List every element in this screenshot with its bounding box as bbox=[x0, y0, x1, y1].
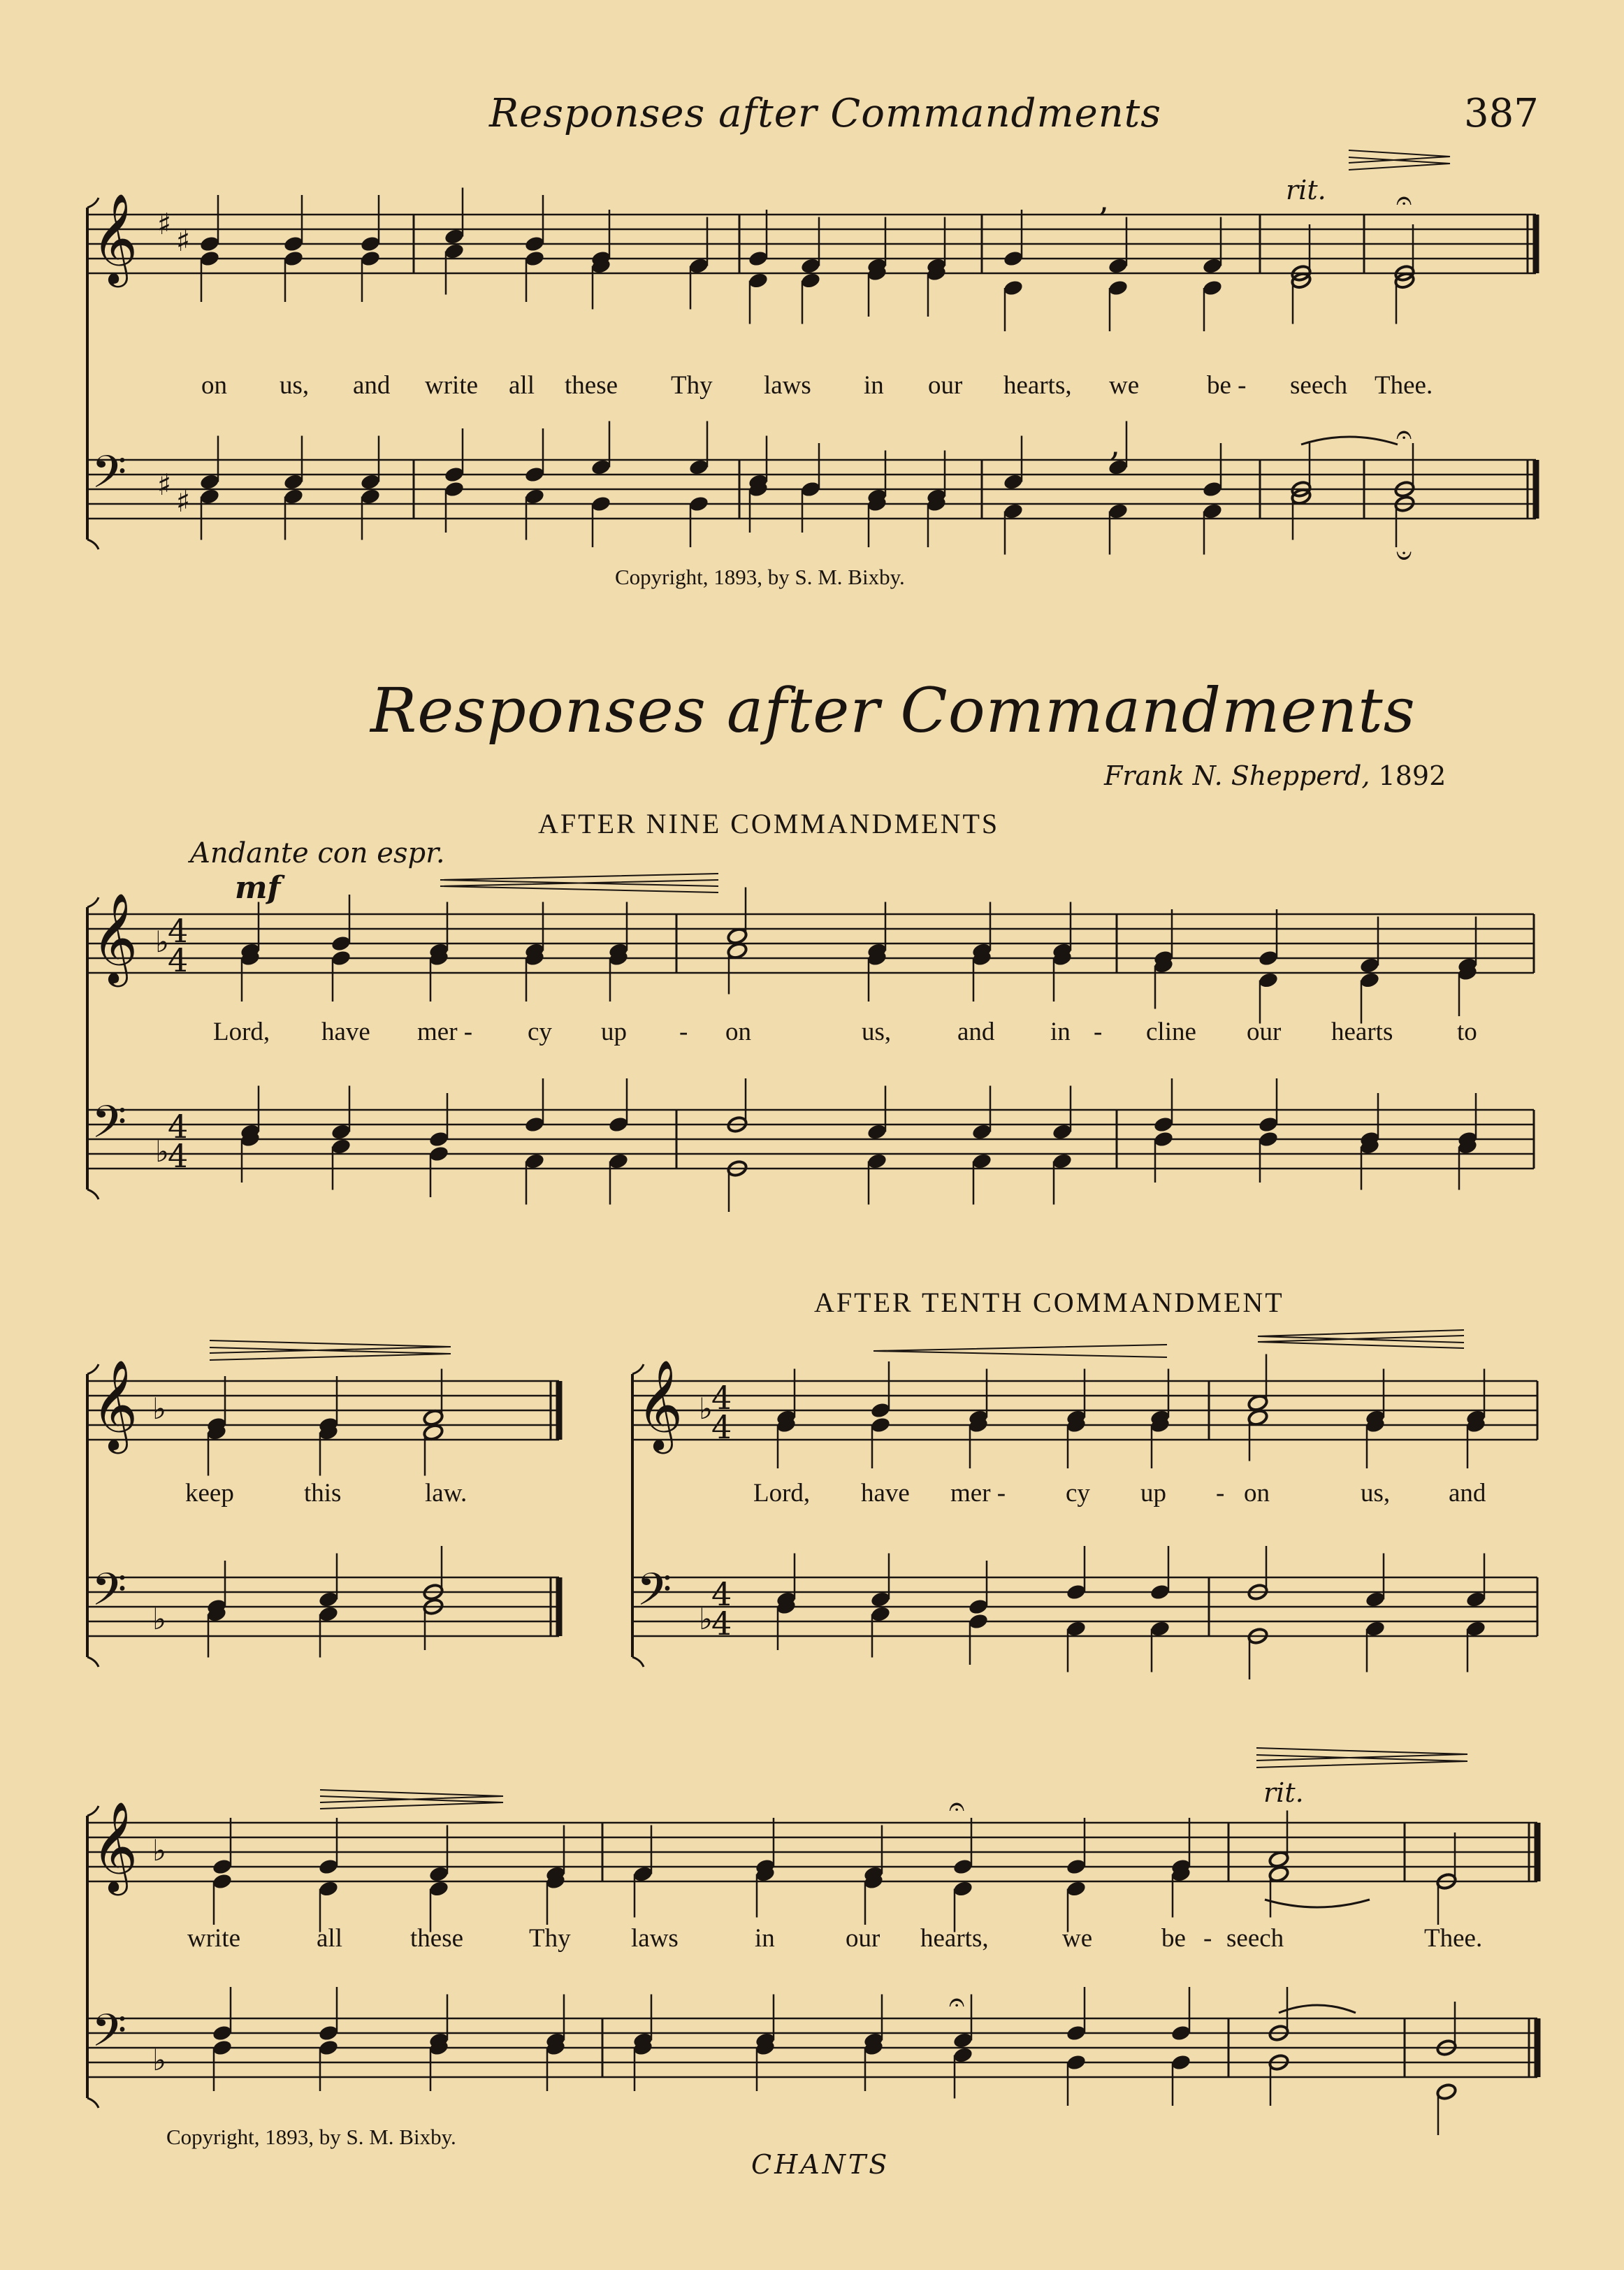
tenth-lyric-syllable: be bbox=[1161, 1924, 1186, 1953]
top-treble-notehead bbox=[360, 235, 382, 253]
nine-lyric-syllable: have bbox=[321, 1018, 370, 1046]
top-bass-notehead bbox=[283, 488, 305, 506]
tenth-end-bass-notehead bbox=[952, 2046, 974, 2065]
top-bass-notehead bbox=[360, 488, 382, 506]
tenth-end-bass-clef-icon: 𝄢 bbox=[92, 2005, 127, 2068]
top-lyric-syllable: these bbox=[565, 371, 618, 400]
tenth-end-treble-notehead bbox=[212, 1872, 233, 1891]
top-treble-notehead bbox=[283, 250, 305, 268]
nine-bass-notehead bbox=[608, 1115, 630, 1134]
nine-treble-notehead bbox=[1258, 949, 1279, 967]
top-treble-notehead bbox=[748, 250, 769, 268]
nine-end-treble-clef-icon: 𝄞 bbox=[92, 1359, 138, 1450]
tenth-bass-notehead bbox=[1066, 1620, 1087, 1638]
top-bass-notehead bbox=[360, 473, 382, 491]
tenth-treble-tie bbox=[1265, 1900, 1370, 1907]
top-lyric-syllable: laws bbox=[764, 371, 811, 400]
top-bass-notehead bbox=[1202, 480, 1224, 498]
tenth-end-bass-notehead bbox=[1170, 2024, 1192, 2042]
nine-lyric-syllable: on bbox=[725, 1018, 751, 1046]
top-bass-notehead bbox=[800, 480, 822, 498]
top-treble-notehead bbox=[360, 250, 382, 268]
top-treble-notehead bbox=[800, 257, 822, 275]
top-lyric-syllable: Thee. bbox=[1375, 371, 1433, 400]
nine-lyric-syllable: Lord, bbox=[213, 1018, 270, 1046]
tenth-end-bass-notehead bbox=[1170, 2053, 1192, 2072]
top-bass-notehead bbox=[444, 465, 465, 484]
top-bass-notehead bbox=[1202, 503, 1224, 521]
tenth-bass-tie bbox=[1279, 2005, 1356, 2013]
top-bass-notehead bbox=[199, 488, 221, 506]
nine-lyric-syllable: this bbox=[304, 1479, 342, 1508]
tenth-fermata-icon: 𝄐 bbox=[949, 1791, 965, 1823]
nine-end-key-signature-icon: ♭ bbox=[152, 1391, 166, 1426]
nine-bass-notehead bbox=[331, 1123, 352, 1141]
tenth-end-bass-notehead bbox=[212, 2024, 233, 2042]
nine-bass-notehead bbox=[1258, 1130, 1279, 1148]
top-treble-notehead bbox=[199, 250, 221, 268]
top-treble-notehead bbox=[444, 228, 465, 246]
tenth-rit-marking: rit. bbox=[1263, 1777, 1304, 1808]
crescendo-hairpin bbox=[440, 874, 718, 886]
top-lyric-syllable: all bbox=[509, 371, 535, 400]
top-key-signature-icon: ♯ bbox=[157, 468, 172, 502]
tenth-lyric-syllable: have bbox=[861, 1479, 910, 1508]
top-bass-tie bbox=[1301, 437, 1398, 444]
nine-end-bass-clef-icon: 𝄢 bbox=[92, 1564, 127, 1627]
top-key-signature-icon: ♯ bbox=[176, 484, 191, 519]
tenth-end-key-signature-icon: ♭ bbox=[152, 1833, 166, 1867]
top-rit-marking: rit. bbox=[1286, 175, 1326, 205]
top-treble-notehead bbox=[1108, 279, 1129, 297]
section-heading-nine: AFTER NINE COMMANDMENTS bbox=[538, 808, 1000, 839]
nine-end-treble-notehead bbox=[423, 1409, 444, 1427]
tenth-end-treble-notehead bbox=[428, 1865, 450, 1884]
top-treble-notehead bbox=[688, 257, 710, 275]
tenth-lyric-syllable: our bbox=[846, 1924, 880, 1953]
nine-bass-notehead bbox=[608, 1152, 630, 1171]
tenth-bass-notehead bbox=[968, 1598, 989, 1616]
tenth-end-bracket-hook-bottom bbox=[87, 2098, 99, 2108]
crescendo-hairpin bbox=[873, 1345, 1167, 1357]
nine-time-signature-denominator: 4 bbox=[168, 941, 189, 979]
top-bracket-hook-bottom bbox=[87, 540, 99, 549]
tenth-bass-notehead bbox=[1150, 1620, 1171, 1638]
tenth-end-treble-notehead bbox=[1066, 1858, 1087, 1876]
top-breath-mark: , bbox=[1099, 180, 1110, 219]
tenth-end-treble-notehead bbox=[632, 1865, 654, 1884]
nine-lyric-syllable: us, bbox=[862, 1018, 892, 1046]
tenth-treble-notehead bbox=[870, 1401, 892, 1419]
top-lyric-syllable: us, bbox=[280, 371, 310, 400]
tenth-lyric-syllable: - bbox=[1203, 1924, 1212, 1953]
top-bass-notehead bbox=[524, 488, 546, 506]
tenth-bass-clef-icon: 𝄢 bbox=[637, 1564, 672, 1627]
tenth-end-treble-notehead bbox=[1268, 1851, 1290, 1869]
nine-end-bass-notehead bbox=[318, 1605, 340, 1624]
tenth-lyric-syllable: these bbox=[410, 1924, 464, 1953]
footer-chants: CHANTS bbox=[751, 2149, 890, 2180]
nine-treble-notehead bbox=[1359, 957, 1381, 975]
nine-end-key-signature-icon: ♭ bbox=[152, 1602, 166, 1636]
nine-bass-notehead bbox=[971, 1152, 993, 1171]
tenth-bass-notehead bbox=[1365, 1591, 1386, 1609]
top-treble-notehead bbox=[524, 250, 546, 268]
nine-lyric-syllable: - bbox=[1094, 1018, 1103, 1046]
nine-time-signature-numerator: 4 bbox=[168, 1108, 189, 1145]
top-lyric-syllable: our bbox=[928, 371, 963, 400]
tenth-bass-notehead bbox=[968, 1612, 989, 1631]
top-bass-notehead bbox=[444, 480, 465, 498]
top-key-signature-icon: ♯ bbox=[176, 224, 191, 258]
tenth-lyric-syllable: cy bbox=[1066, 1479, 1090, 1508]
tenth-bass-notehead bbox=[1465, 1620, 1487, 1638]
nine-lyric-syllable: cline bbox=[1146, 1018, 1196, 1046]
nine-treble-notehead bbox=[331, 949, 352, 967]
nine-lyric-syllable: hearts bbox=[1331, 1018, 1393, 1046]
nine-treble-notehead bbox=[1258, 971, 1279, 990]
tenth-lyric-syllable: - bbox=[1216, 1479, 1225, 1508]
nine-end-treble-notehead bbox=[423, 1424, 444, 1442]
nine-bass-notehead bbox=[524, 1115, 546, 1134]
nine-bass-notehead bbox=[1153, 1115, 1175, 1134]
tenth-bass-notehead bbox=[1066, 1583, 1087, 1601]
top-lyric-syllable: in bbox=[864, 371, 884, 400]
dynamic-marking: mf bbox=[235, 870, 281, 906]
top-bass-notehead bbox=[524, 465, 546, 484]
tempo-marking: Andante con espr. bbox=[190, 837, 445, 869]
nine-treble-notehead bbox=[1359, 971, 1381, 990]
nine-lyric-syllable: and bbox=[957, 1018, 995, 1046]
top-lyric-syllable: write bbox=[425, 371, 479, 400]
tenth-end-treble-notehead bbox=[428, 1880, 450, 1898]
tenth-bass-notehead bbox=[1465, 1591, 1487, 1609]
tenth-lyric-syllable: seech bbox=[1226, 1924, 1284, 1953]
section-heading-tenth: AFTER TENTH COMMANDMENT bbox=[814, 1287, 1284, 1318]
top-treble-notehead bbox=[1202, 257, 1224, 275]
tenth-lyric-syllable: Thy bbox=[529, 1924, 571, 1953]
tenth-lyric-syllable: hearts, bbox=[920, 1924, 989, 1953]
top-lyric-syllable: on bbox=[201, 371, 227, 400]
nine-bass-notehead bbox=[1052, 1152, 1073, 1171]
tenth-time-signature-denominator: 4 bbox=[711, 1408, 732, 1446]
top-bass-notehead bbox=[688, 458, 710, 477]
decrescendo-hairpin bbox=[320, 1796, 503, 1809]
top-key-signature-icon: ♯ bbox=[157, 207, 172, 241]
top-bass-notehead bbox=[1108, 503, 1129, 521]
nine-bass-notehead bbox=[331, 1138, 352, 1156]
top-lyric-syllable: Thy bbox=[671, 371, 713, 400]
nine-key-signature-icon: ♭ bbox=[155, 1134, 169, 1169]
tenth-lyric-syllable: mer - bbox=[950, 1479, 1006, 1508]
composer-credit bbox=[1104, 760, 1446, 791]
tenth-bracket-hook-bottom bbox=[632, 1657, 644, 1667]
top-treble-notehead bbox=[1003, 250, 1024, 268]
nine-treble-notehead bbox=[727, 942, 748, 960]
tenth-time-signature-numerator: 4 bbox=[711, 1575, 732, 1613]
nine-bass-notehead bbox=[428, 1130, 450, 1148]
tenth-key-signature-icon: ♭ bbox=[699, 1391, 713, 1426]
top-treble-notehead bbox=[524, 235, 546, 253]
top-treble-notehead bbox=[800, 272, 822, 290]
top-bass-clef-icon: 𝄢 bbox=[92, 447, 127, 509]
nine-bass-notehead bbox=[867, 1152, 888, 1171]
tenth-time-signature-numerator: 4 bbox=[711, 1379, 732, 1417]
top-bass-fermata-icon: 𝄐 bbox=[1396, 419, 1412, 451]
tenth-end-treble-notehead bbox=[952, 1880, 974, 1898]
tenth-treble-notehead bbox=[870, 1416, 892, 1434]
top-bass-notehead bbox=[1003, 503, 1024, 521]
tenth-treble-notehead bbox=[1247, 1394, 1269, 1412]
nine-lyric-syllable: - bbox=[679, 1018, 688, 1046]
nine-bass-notehead bbox=[1258, 1115, 1279, 1134]
tenth-bass-notehead bbox=[870, 1605, 892, 1624]
top-lyric-syllable: be - bbox=[1207, 371, 1247, 400]
nine-end-bass-notehead bbox=[318, 1591, 340, 1609]
tenth-end-treble-notehead bbox=[952, 1858, 974, 1876]
crescendo-hairpin bbox=[440, 880, 718, 892]
tenth-key-signature-icon: ♭ bbox=[699, 1602, 713, 1636]
nine-lyric-syllable: up bbox=[601, 1018, 627, 1046]
tenth-end-bass-notehead bbox=[212, 2039, 233, 2057]
top-bass-notehead bbox=[283, 473, 305, 491]
tenth-end-treble-notehead bbox=[1066, 1880, 1087, 1898]
running-header-title: Responses after Commandments bbox=[489, 91, 1162, 136]
tenth-lyric-syllable: all bbox=[317, 1924, 342, 1953]
top-lyric-syllable: hearts, bbox=[1003, 371, 1072, 400]
top-treble-clef-icon: 𝄞 bbox=[92, 193, 138, 284]
tenth-end-treble-notehead bbox=[1268, 1865, 1290, 1884]
tenth-lyric-syllable: laws bbox=[631, 1924, 679, 1953]
nine-bass-notehead bbox=[1052, 1123, 1073, 1141]
tenth-bass-notehead bbox=[1365, 1620, 1386, 1638]
nine-lyric-syllable: mer - bbox=[417, 1018, 473, 1046]
tenth-treble-clef-icon: 𝄞 bbox=[637, 1359, 683, 1450]
tenth-time-signature-denominator: 4 bbox=[711, 1605, 732, 1642]
top-bass-notehead bbox=[688, 495, 710, 513]
tenth-treble-notehead bbox=[1247, 1409, 1269, 1427]
composer-name: Frank N. Shepperd, bbox=[1104, 760, 1370, 791]
top-bass-notehead bbox=[590, 458, 612, 477]
nine-bass-notehead bbox=[867, 1123, 888, 1141]
nine-bass-notehead bbox=[428, 1145, 450, 1163]
decrescendo-hairpin bbox=[320, 1790, 503, 1802]
top-treble-notehead bbox=[1003, 279, 1024, 297]
bottom-copyright: Copyright, 1893, by S. M. Bixby. bbox=[166, 2125, 456, 2149]
nine-treble-notehead bbox=[727, 927, 748, 946]
top-bass-notehead bbox=[1003, 473, 1024, 491]
tenth-end-bass-notehead bbox=[952, 2032, 974, 2050]
piece-title: Responses after Commandments bbox=[370, 674, 1416, 746]
page-number: 387 bbox=[1464, 91, 1539, 136]
nine-lyric-syllable: cy bbox=[528, 1018, 552, 1046]
tenth-end-key-signature-icon: ♭ bbox=[152, 2043, 166, 2077]
tenth-lyric-syllable: write bbox=[187, 1924, 241, 1953]
tenth-end-bass-notehead bbox=[1066, 2024, 1087, 2042]
nine-end-bracket-hook-bottom bbox=[87, 1657, 99, 1667]
top-treble-notehead bbox=[748, 272, 769, 290]
nine-lyric-syllable: to bbox=[1457, 1018, 1477, 1046]
nine-treble-notehead bbox=[331, 934, 352, 953]
tenth-end-bass-notehead bbox=[1066, 2053, 1087, 2072]
top-fermata-icon: 𝄐 bbox=[1396, 185, 1412, 217]
nine-bass-clef-icon: 𝄢 bbox=[92, 1097, 127, 1159]
tenth-lyric-syllable: and bbox=[1449, 1479, 1486, 1508]
tenth-end-bass-notehead bbox=[318, 2039, 340, 2057]
tenth-lyric-syllable: Lord, bbox=[753, 1479, 811, 1508]
top-treble-notehead bbox=[1202, 279, 1224, 297]
nine-lyric-syllable: in bbox=[1050, 1018, 1071, 1046]
tenth-lyric-syllable: on bbox=[1244, 1479, 1270, 1508]
nine-time-signature-denominator: 4 bbox=[168, 1137, 189, 1175]
top-lyric-syllable: we bbox=[1109, 371, 1140, 400]
top-copyright: Copyright, 1893, by S. M. Bixby. bbox=[615, 565, 905, 589]
nine-lyric-syllable: keep bbox=[185, 1479, 234, 1508]
tenth-lyric-syllable: Thee. bbox=[1424, 1924, 1483, 1953]
nine-bracket-hook-bottom bbox=[87, 1190, 99, 1199]
tenth-lyric-syllable: us, bbox=[1361, 1479, 1391, 1508]
tenth-end-bass-notehead bbox=[318, 2024, 340, 2042]
top-treble-notehead bbox=[283, 235, 305, 253]
nine-bass-notehead bbox=[524, 1152, 546, 1171]
top-lyric-syllable: and bbox=[353, 371, 391, 400]
nine-key-signature-icon: ♭ bbox=[155, 925, 169, 959]
tenth-bass-fermata-icon: 𝄐 bbox=[949, 1986, 965, 2018]
top-treble-notehead bbox=[199, 235, 221, 253]
nine-treble-clef-icon: 𝄞 bbox=[92, 892, 138, 983]
top-treble-notehead bbox=[444, 243, 465, 261]
nine-lyric-syllable: our bbox=[1247, 1018, 1282, 1046]
top-bass-breath-mark: , bbox=[1110, 425, 1121, 464]
tenth-lyric-syllable: we bbox=[1062, 1924, 1093, 1953]
top-bass-fermata-below-icon: 𝄑 bbox=[1396, 540, 1412, 572]
top-bass-notehead bbox=[590, 495, 612, 513]
tenth-end-treble-clef-icon: 𝄞 bbox=[92, 1801, 138, 1892]
top-treble-notehead bbox=[1108, 257, 1129, 275]
tenth-lyric-syllable: in bbox=[755, 1924, 775, 1953]
nine-time-signature-numerator: 4 bbox=[168, 912, 189, 950]
top-lyric-syllable: seech bbox=[1290, 371, 1348, 400]
tenth-end-bass-notehead bbox=[1436, 2083, 1458, 2101]
nine-bass-notehead bbox=[1153, 1130, 1175, 1148]
top-bass-notehead bbox=[199, 473, 221, 491]
tenth-bass-notehead bbox=[1150, 1583, 1171, 1601]
tenth-lyric-syllable: up bbox=[1140, 1479, 1166, 1508]
tenth-bass-notehead bbox=[870, 1591, 892, 1609]
nine-bass-notehead bbox=[971, 1123, 993, 1141]
composer-year: 1892 bbox=[1378, 760, 1447, 791]
tenth-end-treble-notehead bbox=[318, 1858, 340, 1876]
tenth-end-treble-notehead bbox=[318, 1880, 340, 1898]
tenth-end-treble-notehead bbox=[212, 1858, 233, 1876]
nine-lyric-syllable: law. bbox=[425, 1479, 467, 1508]
